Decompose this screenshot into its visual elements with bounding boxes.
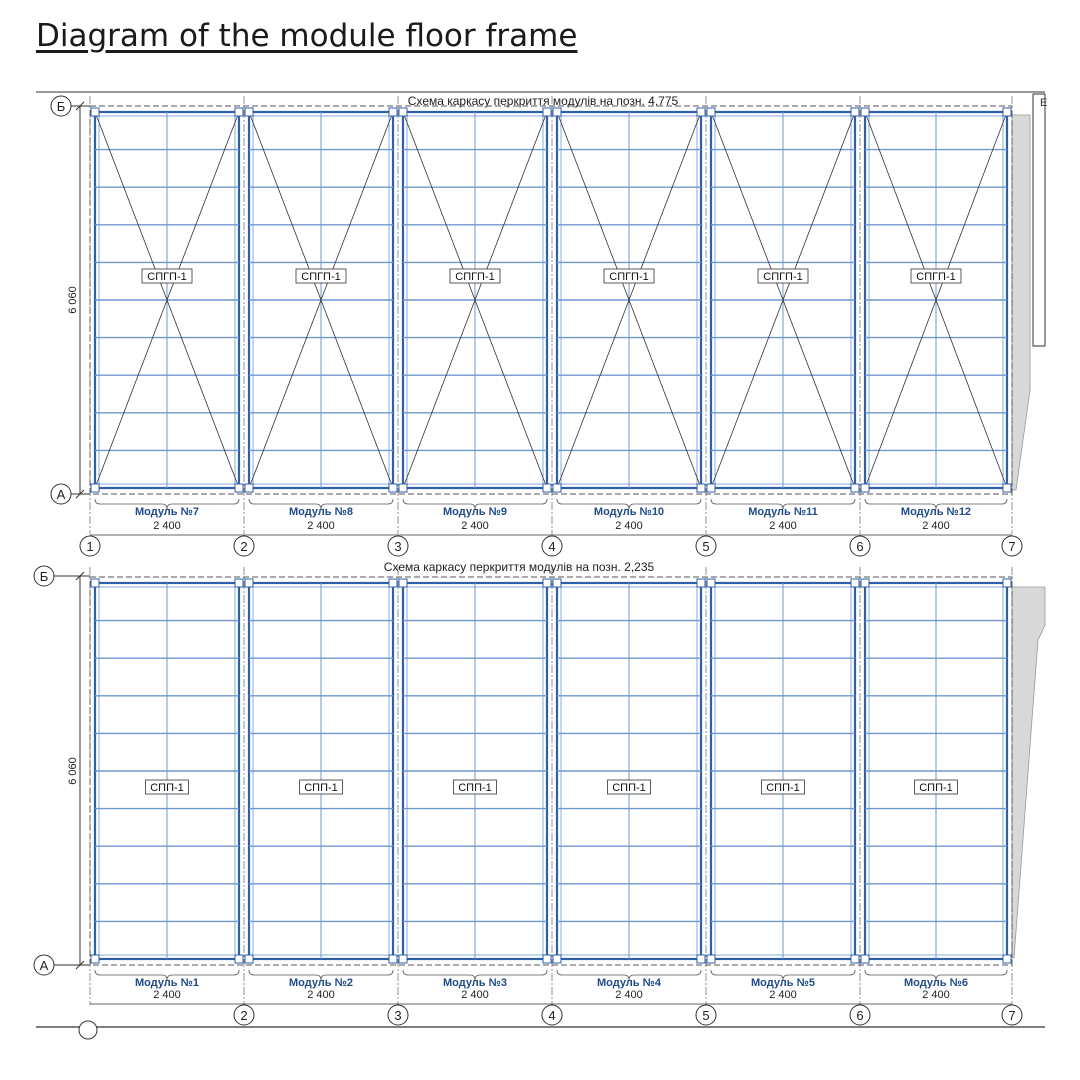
frame-label: СПП-1 bbox=[766, 782, 800, 794]
module-dimension: 2 400 bbox=[769, 520, 797, 532]
column-axis-label: 7 bbox=[1008, 1008, 1016, 1023]
vertical-dim-top: 6 060 bbox=[67, 286, 79, 314]
corner-plate bbox=[399, 955, 407, 963]
corner-plate bbox=[697, 579, 705, 587]
frame-label: СПП-1 bbox=[304, 782, 338, 794]
corner-plate bbox=[851, 579, 859, 587]
bottom-plan-title: Схема каркасу перкриття модулів на позн. 2,235 bbox=[383, 560, 655, 574]
corner-plate bbox=[861, 108, 869, 116]
bottom-plan bbox=[34, 560, 1045, 1039]
frame-label: СПП-1 bbox=[458, 782, 492, 794]
page-title: Diagram of the module floor frame bbox=[36, 18, 578, 54]
module-6 bbox=[861, 108, 1011, 532]
bottom-column-axes bbox=[234, 1005, 1022, 1025]
module-name: Модуль №3 bbox=[442, 977, 508, 989]
module-dimension: 2 400 bbox=[615, 520, 643, 532]
module-name: Модуль №1 bbox=[134, 977, 200, 989]
axis-label-b-bottom: Б bbox=[39, 569, 49, 584]
corner-plate bbox=[389, 484, 397, 492]
module-dimension: 2 400 bbox=[307, 989, 335, 1001]
module-dimension: 2 400 bbox=[153, 520, 181, 532]
side-hatch-bottom bbox=[1012, 587, 1045, 958]
corner-plate bbox=[543, 108, 551, 116]
corner-plate bbox=[707, 579, 715, 587]
module-1 bbox=[91, 108, 243, 532]
corner-plate bbox=[91, 108, 99, 116]
column-axis-label: 4 bbox=[548, 1008, 556, 1023]
column-axis-label: 1 bbox=[86, 539, 94, 554]
corner-plate bbox=[543, 955, 551, 963]
corner-plate bbox=[553, 955, 561, 963]
corner-plate bbox=[235, 955, 243, 963]
corner-plate bbox=[389, 955, 397, 963]
frame-label: СПГП-1 bbox=[609, 271, 649, 283]
module-name: Модуль №5 bbox=[750, 977, 816, 989]
corner-plate bbox=[851, 108, 859, 116]
corner-plate bbox=[235, 484, 243, 492]
module-name: Модуль №10 bbox=[593, 506, 665, 518]
corner-plate bbox=[91, 955, 99, 963]
module-5 bbox=[707, 108, 859, 532]
column-axis-label: 3 bbox=[394, 539, 402, 554]
module-dimension: 2 400 bbox=[461, 520, 489, 532]
module-dimension: 2 400 bbox=[153, 989, 181, 1001]
corner-plate bbox=[861, 484, 869, 492]
column-axis-label: 2 bbox=[240, 1008, 248, 1023]
module-name: Модуль №4 bbox=[596, 977, 662, 989]
module-name: Модуль №9 bbox=[442, 506, 508, 518]
module-3 bbox=[399, 108, 551, 532]
module-dimension: 2 400 bbox=[307, 520, 335, 532]
top-plan-title: Схема каркасу перкриття модулів на позн. 4,775 bbox=[407, 94, 679, 108]
corner-plate bbox=[235, 579, 243, 587]
corner-plate bbox=[707, 955, 715, 963]
side-table-top bbox=[1033, 94, 1048, 346]
corner-plate bbox=[697, 955, 705, 963]
corner-plate bbox=[235, 108, 243, 116]
corner-plate bbox=[399, 108, 407, 116]
module-4 bbox=[553, 579, 705, 1001]
side-hatch-top bbox=[1012, 115, 1030, 490]
corner-plate bbox=[553, 108, 561, 116]
corner-plate bbox=[245, 108, 253, 116]
corner-plate bbox=[245, 579, 253, 587]
axis-label-b-top: Б bbox=[56, 99, 66, 114]
vertical-dim-bottom: 6 060 bbox=[67, 757, 79, 785]
corner-plate bbox=[1003, 108, 1011, 116]
corner-plate bbox=[245, 955, 253, 963]
corner-plate bbox=[1003, 955, 1011, 963]
frame-label: СПГП-1 bbox=[916, 271, 956, 283]
column-axis-label: 2 bbox=[240, 539, 248, 554]
frame-label: СПП-1 bbox=[150, 782, 184, 794]
corner-plate bbox=[1003, 484, 1011, 492]
corner-plate bbox=[697, 108, 705, 116]
module-name: Модуль №12 bbox=[900, 506, 972, 518]
corner-plate bbox=[861, 955, 869, 963]
corner-plate bbox=[399, 484, 407, 492]
corner-plate bbox=[553, 579, 561, 587]
frame-label: СПГП-1 bbox=[301, 271, 341, 283]
corner-plate bbox=[1003, 579, 1011, 587]
axis-label-a-bottom: А bbox=[39, 958, 49, 973]
module-dimension: 2 400 bbox=[769, 989, 797, 1001]
module-dimension: 2 400 bbox=[461, 989, 489, 1001]
side-table-label: Е bbox=[1040, 97, 1048, 109]
frame-label: СПП-1 bbox=[919, 782, 953, 794]
frame-label: СПГП-1 bbox=[455, 271, 495, 283]
module-name: Модуль №7 bbox=[134, 506, 200, 518]
top-column-axes bbox=[80, 536, 1022, 556]
module-name: Модуль №8 bbox=[288, 506, 354, 518]
bottom-modules bbox=[90, 567, 1012, 1005]
column-axis-label: 5 bbox=[702, 539, 710, 554]
corner-plate bbox=[389, 108, 397, 116]
module-6 bbox=[861, 579, 1011, 1001]
corner-plate bbox=[851, 955, 859, 963]
module-name: Модуль №6 bbox=[903, 977, 969, 989]
module-2 bbox=[245, 579, 397, 1001]
corner-plate bbox=[91, 579, 99, 587]
column-axis-label: 3 bbox=[394, 1008, 402, 1023]
top-modules bbox=[90, 96, 1012, 535]
axis-label-a-top: А bbox=[56, 487, 66, 502]
module-1 bbox=[91, 579, 243, 1001]
corner-plate bbox=[245, 484, 253, 492]
corner-plate bbox=[851, 484, 859, 492]
module-name: Модуль №2 bbox=[288, 977, 354, 989]
axis-circle-1-bottom-partial bbox=[79, 1021, 97, 1039]
module-dimension: 2 400 bbox=[615, 989, 643, 1001]
top-plan bbox=[51, 94, 1047, 504]
column-axis-label: 5 bbox=[702, 1008, 710, 1023]
column-axis-label: 6 bbox=[856, 1008, 864, 1023]
corner-plate bbox=[399, 579, 407, 587]
frame-label: СПП-1 bbox=[612, 782, 646, 794]
column-axis-label: 6 bbox=[856, 539, 864, 554]
corner-plate bbox=[861, 579, 869, 587]
corner-plate bbox=[543, 579, 551, 587]
corner-plate bbox=[697, 484, 705, 492]
module-name: Модуль №11 bbox=[748, 506, 818, 518]
module-2 bbox=[245, 108, 397, 532]
corner-plate bbox=[553, 484, 561, 492]
module-4 bbox=[553, 108, 705, 532]
module-dimension: 2 400 bbox=[922, 520, 950, 532]
corner-plate bbox=[707, 108, 715, 116]
corner-plate bbox=[707, 484, 715, 492]
module-5 bbox=[707, 579, 859, 1001]
module-dimension: 2 400 bbox=[922, 989, 950, 1001]
corner-plate bbox=[389, 579, 397, 587]
corner-plate bbox=[543, 484, 551, 492]
corner-plate bbox=[91, 484, 99, 492]
frame-label: СПГП-1 bbox=[147, 271, 187, 283]
module-3 bbox=[399, 579, 551, 1001]
frame-label: СПГП-1 bbox=[763, 271, 803, 283]
column-axis-label: 4 bbox=[548, 539, 556, 554]
column-axis-label: 7 bbox=[1008, 539, 1016, 554]
